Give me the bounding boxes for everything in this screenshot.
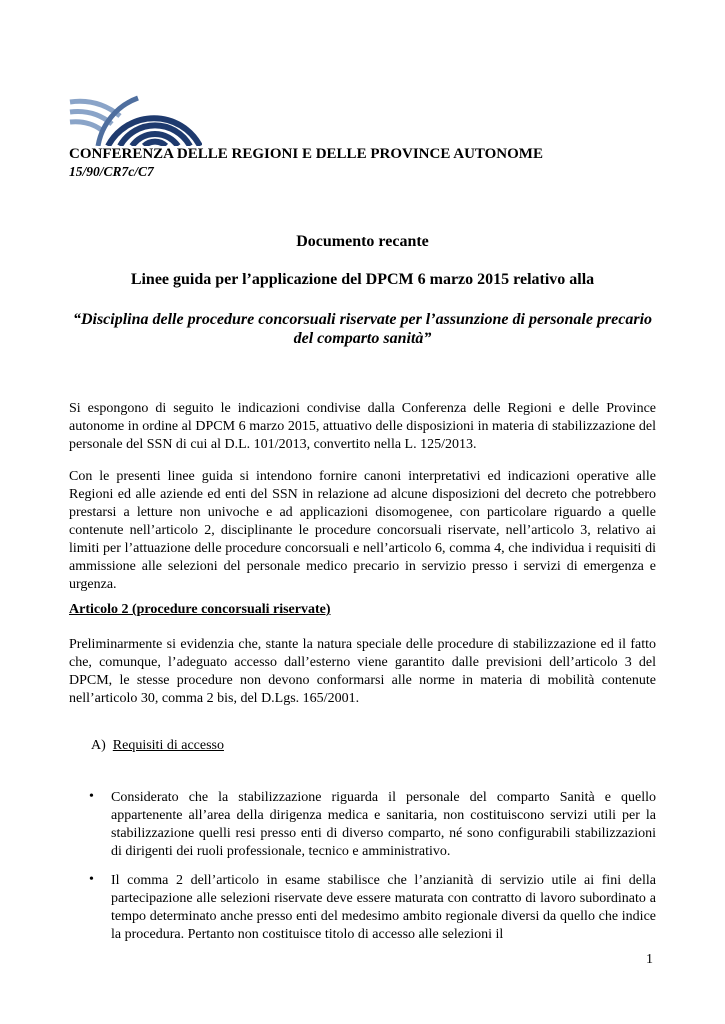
article-heading: Articolo 2 (procedure concorsuali riservate): [69, 602, 331, 617]
section-label: A): [91, 738, 106, 753]
bullet-icon: •: [89, 789, 94, 804]
section-title: Requisiti di accesso: [112, 738, 224, 753]
paragraph-preliminary: Preliminarmente si evidenzia che, stante la natura speciale delle procedure di stabilizzazione ed il fatto che, comunque, l’adeguato accesso dall’esterno viene garantito dalle previsioni dell’articolo 3 del DPCM, le stesse procedure non devono conformarsi alle norme in materia di mobilità contenute nell’articolo 30, comma 2 bis, del D.Lgs. 165/2001.: [69, 637, 656, 706]
page-number: 1: [646, 952, 653, 967]
paragraph-intro: Si espongono di seguito le indicazioni condivise dalla Conferenza delle Regioni e delle Province autonome in ordine al DPCM 6 marzo 2015, attuativo delle disposizioni in materia di stabilizzazione del personale del SSN di cui al D.L. 101/2013, convertito nella L. 125/2013.: [69, 401, 656, 452]
document-reference: 15/90/CR7c/C7: [69, 164, 154, 179]
bullet-item-2: Il comma 2 dell’articolo in esame stabilisce che l’anzianità di servizio utile ai fini della partecipazione alle selezioni riservate deve essere maturata con contratto di lavoro subordinato a tempo determinato anche presso enti del medesimo ambito regionale diversi da quello che indice la procedura. Pertanto non costituisce titolo di accesso alle selezioni il: [111, 873, 656, 942]
title-line-3: “Disciplina delle procedure concorsuali riservate per l’assunzione di personale precario del comparto sanità”: [72, 311, 653, 347]
paragraph-purpose: Con le presenti linee guida si intendono fornire canoni interpretativi ed indicazioni operative alle Regioni ed alle aziende ed enti del SSN in relazione ad alcune disposizioni del decreto che potrebbero prestarsi a letture non univoche e ad applicazioni disomogenee, con particolare riguardo a quelle contenute nell’articolo 2, disciplinante le procedure concorsuali riservate, nell’articolo 3, relativo ai limiti per l’attuazione delle procedure concorsuali e nell’articolo 6, comma 4, che individua i requisiti di ammissione alle selezioni del personale medico precario in servizio presso i servizi di emergenza e urgenza.: [69, 469, 656, 592]
title-line-2: Linee guida per l’applicazione del DPCM 6 marzo 2015 relativo alla: [130, 271, 595, 288]
organization-name: CONFERENZA DELLE REGIONI E DELLE PROVINCE AUTONOME: [69, 146, 543, 162]
bullet-item-1: Considerato che la stabilizzazione riguarda il personale del comparto Sanità e quello appartenente all’area della dirigenza medica e sanitaria, non costituiscono servizi utili per la stabilizzazione quelli resi presso enti di diverso comparto, né sono configurabili stabilizzazioni di dirigenti dei ruoli professionale, tecnico e amministrativo.: [111, 790, 656, 859]
conference-logo: [68, 92, 202, 146]
section-heading: [91, 738, 224, 754]
title-line-1: Documento recante: [296, 233, 429, 250]
bullet-icon: •: [89, 872, 94, 887]
logo-arcs-dark: [108, 118, 200, 146]
